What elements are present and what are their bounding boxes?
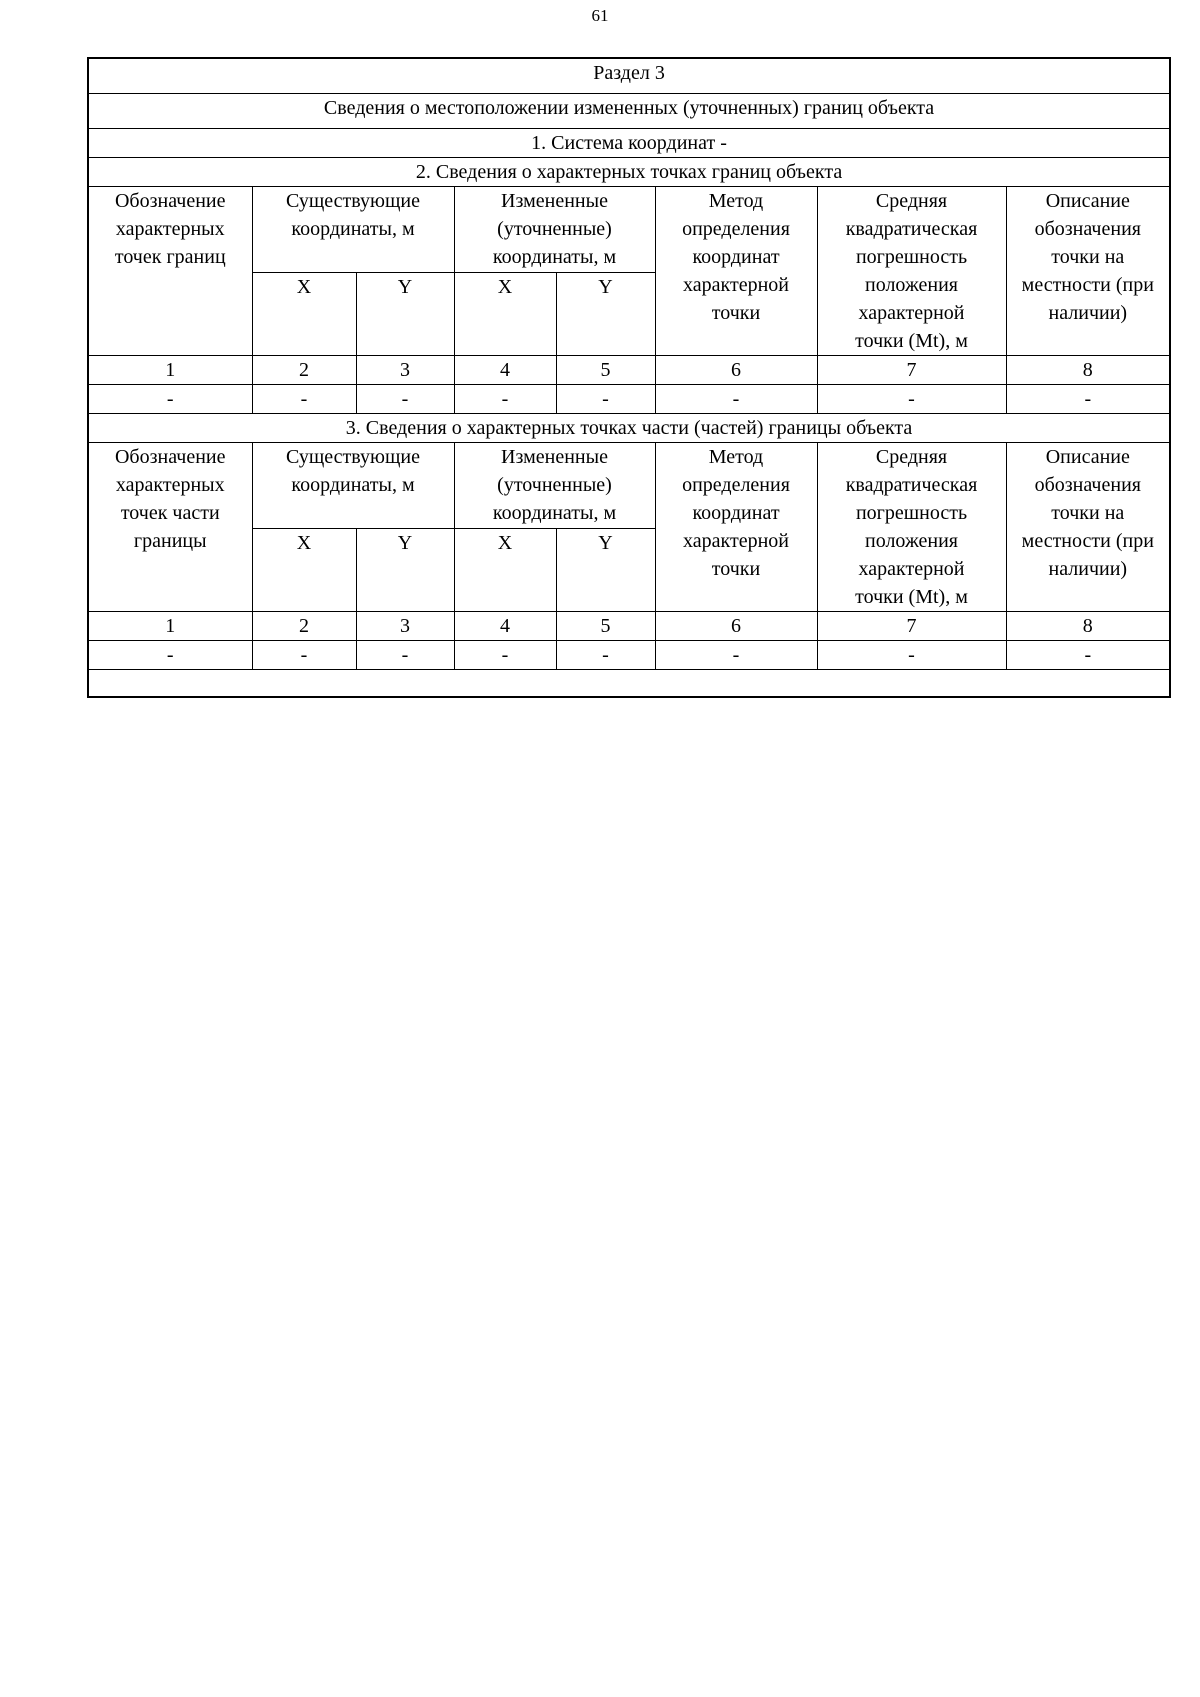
- header-existing-x: X: [252, 273, 356, 356]
- header-point-description: Описание обозначения точки на местности (при наличии): [1006, 187, 1170, 356]
- header-method: Метод определения координат характерной точки: [655, 187, 817, 356]
- table-cell: -: [252, 641, 356, 670]
- column-number: 7: [817, 356, 1006, 385]
- header-part-point-designation: Обозначение характерных точек части границы: [88, 443, 252, 612]
- column-number: 3: [356, 612, 454, 641]
- section-subtitle: Сведения о местоположении измененных (уточненных) границ объекта: [88, 94, 1170, 129]
- part-boundary-points-heading: 3. Сведения о характерных точках части (частей) границы объекта: [88, 414, 1170, 443]
- header-existing-coordinates: Существующие координаты, м: [252, 443, 454, 529]
- table-cell: -: [817, 385, 1006, 414]
- column-number: 8: [1006, 612, 1170, 641]
- column-number: 5: [556, 612, 655, 641]
- table-cell: -: [1006, 385, 1170, 414]
- table-cell: -: [454, 385, 556, 414]
- header-method: Метод определения координат характерной точки: [655, 443, 817, 612]
- page-number: 61: [591, 6, 609, 25]
- table-cell: -: [556, 641, 655, 670]
- table-cell: -: [252, 385, 356, 414]
- table-cell: -: [655, 641, 817, 670]
- section-3-table: [87, 57, 1171, 698]
- table-cell: -: [454, 641, 556, 670]
- column-number: 1: [88, 356, 252, 385]
- coordinate-system-row: 1. Система координат -: [88, 129, 1170, 158]
- table-cell: -: [356, 385, 454, 414]
- boundary-points-heading: 2. Сведения о характерных точках границ объекта: [88, 158, 1170, 187]
- column-number: 3: [356, 356, 454, 385]
- header-changed-coordinates: Измененные (уточненные) координаты, м: [454, 443, 655, 529]
- table-cell: -: [356, 641, 454, 670]
- header-existing-y: Y: [356, 273, 454, 356]
- column-number: 5: [556, 356, 655, 385]
- header-changed-x: X: [454, 273, 556, 356]
- header-mean-square-error: Средняя квадратическая погрешность положения характерной точки (Mt), м: [817, 443, 1006, 612]
- table-cell: -: [556, 385, 655, 414]
- column-number: 4: [454, 612, 556, 641]
- column-number: 2: [252, 356, 356, 385]
- column-number: 6: [655, 612, 817, 641]
- column-number: 4: [454, 356, 556, 385]
- table-cell: -: [817, 641, 1006, 670]
- empty-footer-row: [88, 670, 1170, 698]
- table-cell: -: [88, 385, 252, 414]
- table-cell: -: [1006, 641, 1170, 670]
- column-number: 6: [655, 356, 817, 385]
- header-existing-x: X: [252, 529, 356, 612]
- header-existing-coordinates: Существующие координаты, м: [252, 187, 454, 273]
- column-number: 8: [1006, 356, 1170, 385]
- column-number: 2: [252, 612, 356, 641]
- header-existing-y: Y: [356, 529, 454, 612]
- header-changed-y: Y: [556, 529, 655, 612]
- table-cell: -: [655, 385, 817, 414]
- section-title: Раздел 3: [88, 58, 1170, 94]
- header-point-description: Описание обозначения точки на местности (при наличии): [1006, 443, 1170, 612]
- header-changed-coordinates: Измененные (уточненные) координаты, м: [454, 187, 655, 273]
- header-changed-y: Y: [556, 273, 655, 356]
- header-changed-x: X: [454, 529, 556, 612]
- column-number: 7: [817, 612, 1006, 641]
- table-cell: -: [88, 641, 252, 670]
- column-number: 1: [88, 612, 252, 641]
- header-mean-square-error: Средняя квадратическая погрешность положения характерной точки (Mt), м: [817, 187, 1006, 356]
- header-point-designation: Обозначение характерных точек границ: [88, 187, 252, 356]
